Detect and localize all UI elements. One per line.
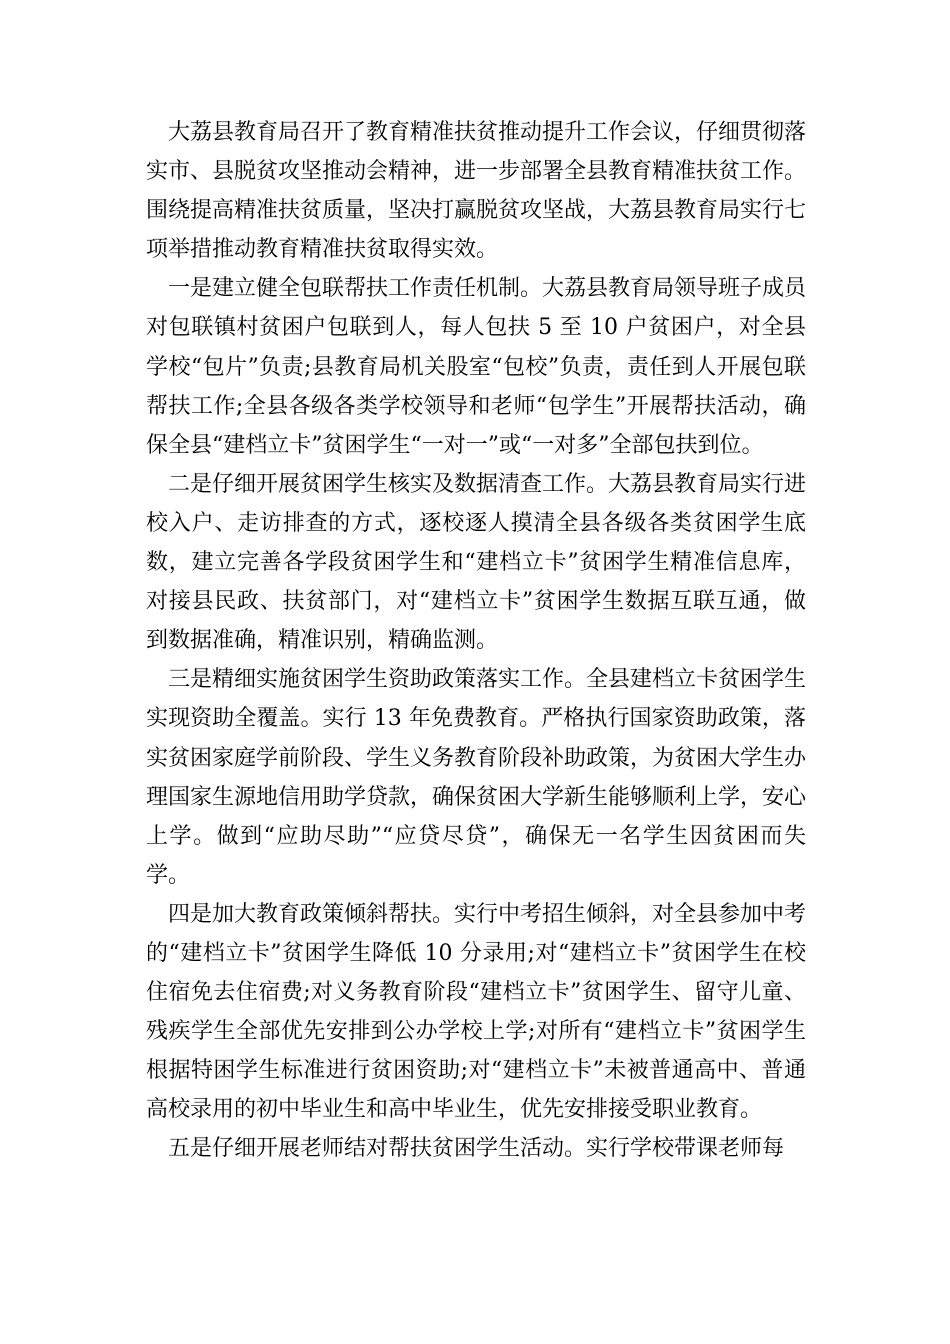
paragraph-intro: 大荔县教育局召开了教育精准扶贫推动提升工作会议，仔细贯彻落实市、县脱贫攻坚推动会精神，进一步部署全县教育精准扶贫工作。围绕提高精准扶贫质量，坚决打赢脱贫攻坚战，大荔县教育局实行七项举措推动教育精准扶贫取得实效。 xyxy=(146,120,807,263)
paragraph-measure-5: 五是仔细开展老师结对帮扶贫困学生活动。实行学校带课老师每 xyxy=(168,1136,785,1162)
paragraph-measure-1: 一是建立健全包联帮扶工作责任机制。大荔县教育局领导班子成员对包联镇村贫困户包联到人，每人包扶 5 至 10 户贫困户，对全县学校“包片”负责;县教育局机关股室“包校”负责，责任到人开展包联帮扶工作;全县各级各类学校领导和老师“包学生”开展帮扶活动，确保全县“建档立卡”贫困学生“一对一”或“一对多”全部包扶到位。 xyxy=(146,276,807,458)
paragraph-measure-3: 三是精细实施贫困学生资助政策落实工作。全县建档立卡贫困学生实现资助全覆盖。实行 13 年免费教育。严格执行国家资助政策，落实贫困家庭学前阶段、学生义务教育阶段补助政策，为贫困大学生办理国家生源地信用助学贷款，确保贫困大学新生能够顺利上学，安心上学。做到“应助尽助”“应贷尽贷”，确保无一名学生因贫困而失学。 xyxy=(146,667,807,888)
paragraph-measure-2: 二是仔细开展贫困学生核实及数据清查工作。大荔县教育局实行进校入户、走访排查的方式，逐校逐人摸清全县各级各类贫困学生底数，建立完善各学段贫困学生和“建档立卡”贫困学生精准信息库，对接县民政、扶贫部门，对“建档立卡”贫困学生数据互联互通，做到数据准确，精准识别，精确监测。 xyxy=(146,471,807,654)
paragraph-measure-4: 四是加大教育政策倾斜帮扶。实行中考招生倾斜，对全县参加中考的“建档立卡”贫困学生降低 10 分录用;对“建档立卡”贫困学生在校住宿免去住宿费;对义务教育阶段“建档立卡”贫困学生、留守儿童、残疾学生全部优先安排到公办学校上学;对所有“建档立卡”贫困学生根据特困学生标准进行贫困资助;对“建档立卡”未被普通高中、普通高校录用的初中毕业生和高中毕业生，优先安排接受职业教育。 xyxy=(146,901,807,1123)
document-body xyxy=(146,113,806,1169)
